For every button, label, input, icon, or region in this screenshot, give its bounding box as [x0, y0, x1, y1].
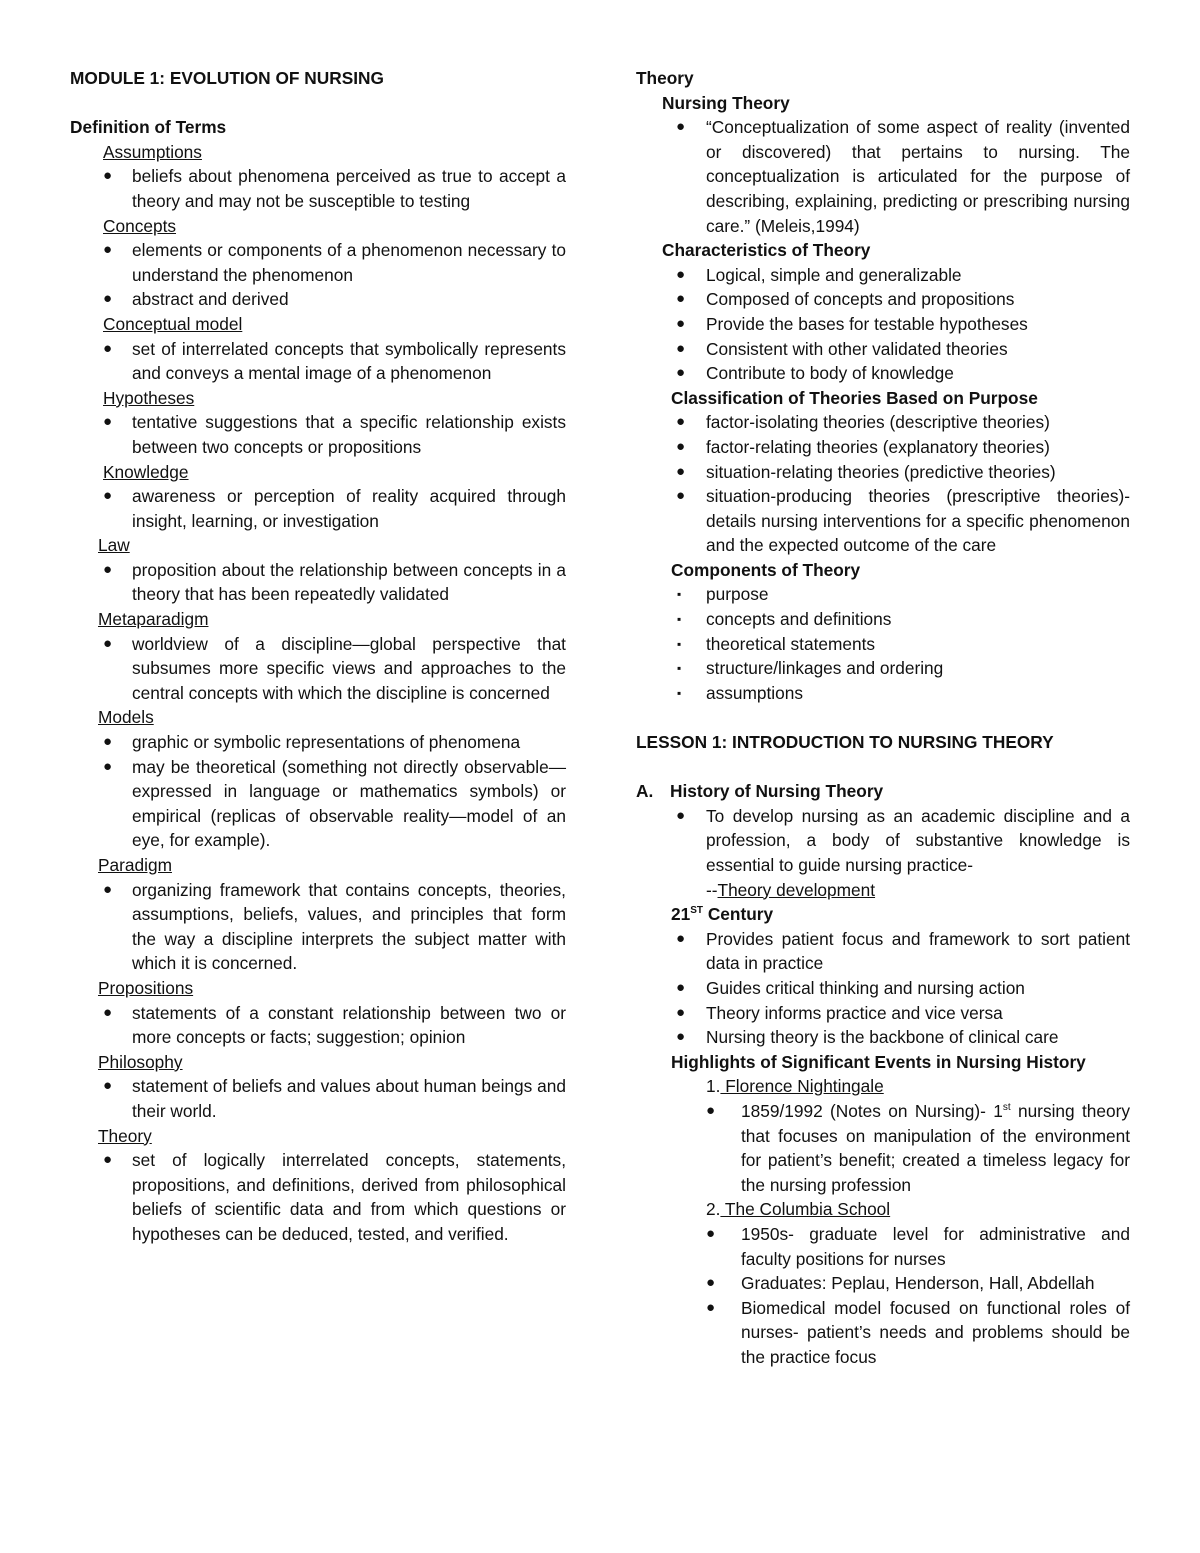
bullet-icon: ●: [706, 1101, 716, 1119]
bullet-icon: ●: [676, 929, 686, 947]
list-item: ● “Conceptualization of some aspect of reality (invented or discovered) that pertains to nursing. The conceptualization is articulated for the purpose of describing, explaining, predicting or prescribing nursing care.” (Meleis,1994): [676, 117, 1130, 236]
list-item: ● Guides critical thinking and nursing action: [636, 976, 1130, 1001]
bullet-icon: ●: [103, 413, 113, 431]
bullet-icon: ●: [103, 733, 113, 751]
list-item: ● situation-relating theories (predictive theories): [636, 460, 1130, 485]
term-theory: Theory: [98, 1125, 152, 1146]
module-title: MODULE 1: EVOLUTION OF NURSING: [70, 68, 384, 88]
list-item: ▪ concepts and definitions: [636, 607, 1130, 632]
bullet-icon: ●: [103, 1077, 113, 1095]
list-item: ● worldview of a discipline—global perspective that subsumes more specific views and approaches to the central concepts with which the discipline is concerned: [103, 633, 566, 703]
bullet-icon: ●: [706, 1274, 716, 1292]
list-item: ● To develop nursing as an academic discipline and a profession, a body of substantive knowledge is essential to guide nursing practice- --Theory development: [676, 805, 1130, 900]
list-item: ● set of logically interrelated concepts, statements, propositions, and definitions, derived from philosophical beliefs of scientific data and from which questions or hypotheses can be deduced, tested, and verified.: [103, 1150, 566, 1244]
definitions-title: Definition of Terms: [70, 117, 227, 138]
classification-heading: Classification of Theories Based on Purpose: [671, 387, 1038, 408]
square-bullet-icon: ▪: [677, 636, 682, 651]
bullet-icon: ●: [103, 757, 113, 775]
bullet-icon: ●: [706, 1298, 716, 1316]
term-assumptions: Assumptions: [103, 141, 202, 162]
list-item: ● Composed of concepts and propositions: [636, 287, 1130, 312]
bullet-icon: ●: [676, 118, 686, 136]
bullet-icon: ●: [706, 1224, 716, 1242]
bullet-icon: ●: [676, 462, 686, 480]
components-heading: Components of Theory: [671, 559, 861, 580]
bullet-icon: ●: [103, 487, 113, 505]
list-item: ● statements of a constant relationship between two or more concepts or facts; suggestion; opinion: [103, 1002, 566, 1048]
bullet-icon: ●: [103, 167, 113, 185]
term-knowledge: Knowledge: [103, 461, 189, 482]
lesson-title: LESSON 1: INTRODUCTION TO NURSING THEORY: [636, 732, 1054, 753]
list-item: ● situation-producing theories (prescriptive theories)- details nursing interventions for a specific phenomenon and the expected outcome of the care: [676, 486, 1130, 556]
list-item: ● Nursing theory is the backbone of clinical care: [636, 1025, 1130, 1050]
bullet-icon: ●: [676, 437, 686, 455]
square-bullet-icon: ▪: [677, 587, 682, 602]
theory-heading: Theory: [636, 68, 694, 88]
bullet-icon: ●: [103, 880, 113, 898]
bullet-icon: ●: [103, 634, 113, 652]
list-item: ● Consistent with other validated theories: [636, 337, 1130, 362]
bullet-icon: ●: [676, 413, 686, 431]
term-philosophy: Philosophy: [98, 1051, 183, 1072]
bullet-icon: ●: [103, 290, 113, 308]
bullet-icon: ●: [103, 560, 113, 578]
list-item: ● organizing framework that contains concepts, theories, assumptions, beliefs, values, and principles that form the way a discipline interprets the subject matter with which it is concerned.: [103, 879, 566, 974]
list-item: ● Provide the bases for testable hypotheses: [636, 312, 1130, 337]
bullet-icon: ●: [676, 290, 686, 308]
bullet-icon: ●: [676, 1003, 686, 1021]
list-item: ● factor-relating theories (explanatory theories): [636, 435, 1130, 460]
right-column: [636, 66, 1130, 1369]
list-item: ● Graduates: Peplau, Henderson, Hall, Abdellah: [636, 1271, 1130, 1296]
term-propositions: Propositions: [98, 977, 194, 998]
term-paradigm: Paradigm: [98, 855, 172, 875]
list-item: ● elements or components of a phenomenon necessary to understand the phenomenon: [103, 240, 566, 285]
list-item: ● abstract and derived: [70, 287, 566, 312]
florence-heading: 1. Florence Nightingale: [706, 1076, 884, 1097]
term-hypotheses: Hypotheses: [103, 387, 195, 408]
list-item: ● statement of beliefs and values about human beings and their world.: [103, 1076, 566, 1121]
list-item: ▪ theoretical statements: [636, 632, 1130, 657]
bullet-icon: ●: [676, 364, 686, 382]
nursing-theory-heading: Nursing Theory: [662, 92, 790, 113]
term-metaparadigm: Metaparadigm: [98, 609, 209, 630]
list-item: ● proposition about the relationship between concepts in a theory that has been repeatedly validated: [103, 559, 566, 605]
characteristics-heading: Characteristics of Theory: [662, 240, 871, 261]
list-item: ● set of interrelated concepts that symbolically represents and conveys a mental image of a phenomenon: [103, 338, 566, 384]
list-item: ● Biomedical model focused on functional roles of nurses- patient’s needs and problems should be the practice focus: [706, 1297, 1130, 1367]
list-item: ● 1950s- graduate level for administrative and faculty positions for nurses: [706, 1223, 1130, 1269]
bullet-icon: ●: [676, 487, 686, 505]
list-item: ● Provides patient focus and framework to sort patient data in practice: [676, 928, 1130, 974]
square-bullet-icon: ▪: [677, 612, 682, 627]
bullet-icon: ●: [676, 314, 686, 332]
list-item: ▪ structure/linkages and ordering: [636, 656, 1130, 681]
highlights-heading: Highlights of Significant Events in Nursing History: [671, 1051, 1086, 1072]
list-item: ● Theory informs practice and vice versa: [636, 1001, 1130, 1026]
term-law: Law: [98, 535, 130, 556]
list-item: ● graphic or symbolic representations of phenomena: [70, 730, 566, 755]
section-a-heading: A. History of Nursing Theory: [636, 781, 884, 802]
bullet-icon: ●: [103, 241, 113, 259]
square-bullet-icon: ▪: [677, 661, 682, 676]
list-item: ● Contribute to body of knowledge: [636, 361, 1130, 386]
bullet-icon: ●: [676, 806, 686, 824]
left-column: [70, 66, 566, 1247]
bullet-icon: ●: [103, 1151, 113, 1169]
bullet-icon: ●: [676, 1028, 686, 1046]
century-heading: 21ST Century: [671, 904, 774, 925]
list-item: ▪ purpose: [636, 582, 1130, 607]
list-item: ● awareness or perception of reality acquired through insight, learning, or investigation: [103, 486, 566, 531]
list-item: ● tentative suggestions that a specific relationship exists between two concepts or propositions: [103, 412, 566, 457]
list-item: ▪ assumptions: [636, 681, 1130, 706]
square-bullet-icon: ▪: [677, 685, 682, 700]
bullet-icon: ●: [103, 339, 113, 357]
list-item: ● Logical, simple and generalizable: [636, 263, 1130, 288]
list-item: ● may be theoretical (something not directly observable—expressed in language or mathematics symbols) or empirical (replicas of observable reality—model of an eye, for example).: [103, 756, 566, 851]
list-item: ● factor-isolating theories (descriptive theories): [636, 410, 1130, 435]
term-concepts: Concepts: [103, 215, 177, 236]
bullet-icon: ●: [103, 1003, 113, 1021]
list-item: ● beliefs about phenomena perceived as true to accept a theory and may not be susceptible to testing: [103, 166, 566, 211]
term-models: Models: [98, 707, 154, 728]
bullet-icon: ●: [676, 339, 686, 357]
list-item: ● 1859/1992 (Notes on Nursing)- 1st nursing theory that focuses on manipulation of the environment for patient’s benefit; created a timeless legacy for the nursing profession: [706, 1100, 1131, 1195]
columbia-heading: 2. The Columbia School: [706, 1199, 891, 1220]
bullet-icon: ●: [676, 265, 686, 283]
theory-development-link: Theory development: [717, 879, 876, 900]
term-conceptual-model: Conceptual model: [103, 313, 243, 334]
bullet-icon: ●: [676, 978, 686, 996]
